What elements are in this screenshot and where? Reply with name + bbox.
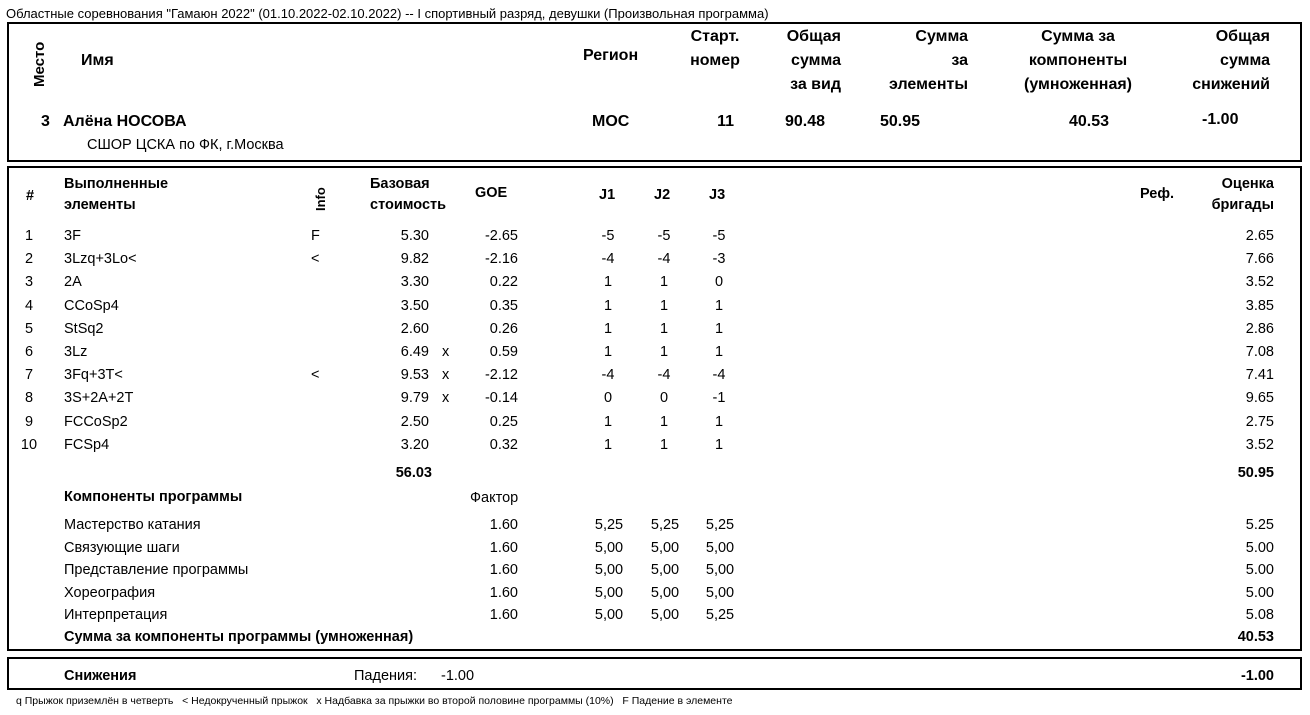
components-label-line1: Сумма за xyxy=(1041,28,1115,45)
col-ref-header: Реф. xyxy=(1140,186,1175,202)
region-label: Регион xyxy=(583,47,639,64)
element-base: 3.30 xyxy=(400,274,429,291)
skater-components-score: 40.53 xyxy=(1069,113,1110,130)
factor-label: Фактор xyxy=(470,490,519,506)
components-total: 40.53 xyxy=(1237,629,1274,645)
element-goe: 0.25 xyxy=(489,413,518,430)
component-factor: 1.60 xyxy=(489,584,518,601)
col-base-header xyxy=(370,174,446,216)
deductions-label xyxy=(1170,25,1270,97)
element-j1: -4 xyxy=(601,367,615,384)
falls-value: -1.00 xyxy=(441,668,475,684)
components-label: Компоненты программы xyxy=(64,489,243,505)
element-j3: -1 xyxy=(712,390,726,407)
element-bonus-mark: x xyxy=(442,344,450,360)
element-name: StSq2 xyxy=(64,320,104,337)
col-j2-header: J2 xyxy=(654,187,671,203)
component-j2: 5,00 xyxy=(650,562,680,578)
element-num: 1 xyxy=(24,228,34,244)
element-j1: 0 xyxy=(603,390,613,407)
element-name: 3Lzq+3Lo< xyxy=(64,251,137,268)
skater-place: 3 xyxy=(41,113,50,130)
component-j3: 5,00 xyxy=(705,539,735,556)
element-info: F xyxy=(311,228,320,244)
component-j2: 5,00 xyxy=(650,607,680,623)
component-j3: 5,00 xyxy=(705,584,735,601)
skater-club: СШОР ЦСКА по ФК, г.Москва xyxy=(87,137,284,153)
element-j1: 1 xyxy=(603,274,613,291)
element-j2: -5 xyxy=(657,228,671,244)
panel-line2: бригады xyxy=(1211,197,1274,213)
total-label-line3: за вид xyxy=(790,76,841,93)
col-info-header: Info xyxy=(313,187,328,211)
skater-start-number: 11 xyxy=(717,113,734,130)
component-name: Связующие шаги xyxy=(64,539,180,556)
element-j3: -3 xyxy=(712,251,726,268)
element-base: 5.30 xyxy=(400,228,429,244)
element-name: 3Lz xyxy=(64,344,88,360)
element-info: < xyxy=(311,251,320,268)
element-goe: -2.65 xyxy=(484,228,518,244)
elements-label-line2: за xyxy=(951,52,968,69)
component-j2: 5,25 xyxy=(650,517,680,533)
element-base: 9.79 xyxy=(400,390,429,407)
element-j3: 1 xyxy=(714,344,724,360)
component-j2: 5,00 xyxy=(650,584,680,601)
element-j3: 1 xyxy=(714,320,724,337)
deductions-label-line2: сумма xyxy=(1220,52,1270,69)
element-j1: -5 xyxy=(601,228,615,244)
element-num: 7 xyxy=(24,367,34,384)
elements-label-line1: Сумма xyxy=(915,28,968,45)
element-j2: 1 xyxy=(659,274,669,291)
skater-name: Алёна НОСОВА xyxy=(63,113,187,130)
element-score: 3.52 xyxy=(1245,274,1274,291)
skater-region: MOC xyxy=(592,113,630,130)
element-j2: 1 xyxy=(659,413,669,430)
base-line2: стоимость xyxy=(370,197,447,213)
element-j1: -4 xyxy=(601,251,615,268)
component-name: Мастерство катания xyxy=(64,517,201,533)
element-num: 8 xyxy=(24,390,34,407)
component-j1: 5,00 xyxy=(594,539,624,556)
component-factor: 1.60 xyxy=(489,607,518,623)
element-j3: 1 xyxy=(714,436,724,453)
element-j2: 1 xyxy=(659,344,669,360)
falls-label: Падения: xyxy=(354,668,417,684)
element-base: 9.82 xyxy=(400,251,429,268)
component-score: 5.00 xyxy=(1245,584,1274,601)
element-name: 3Fq+3T< xyxy=(64,367,123,384)
element-num: 2 xyxy=(24,251,34,268)
executed-line2: элементы xyxy=(64,197,136,213)
element-j1: 1 xyxy=(603,320,613,337)
total-score-label xyxy=(760,25,841,97)
element-goe: 0.26 xyxy=(489,320,518,337)
start-label-line2: номер xyxy=(690,52,740,69)
component-j1: 5,00 xyxy=(594,607,624,623)
component-factor: 1.60 xyxy=(489,517,518,533)
element-num: 9 xyxy=(24,413,34,430)
element-j2: -4 xyxy=(657,367,671,384)
element-goe: 0.59 xyxy=(489,344,518,360)
element-base: 9.53 xyxy=(400,367,429,384)
element-base: 3.50 xyxy=(400,297,429,314)
component-j1: 5,00 xyxy=(594,562,624,578)
name-label: Имя xyxy=(81,52,114,69)
element-j1: 1 xyxy=(603,344,613,360)
component-j2: 5,00 xyxy=(650,539,680,556)
component-name: Представление программы xyxy=(64,562,249,578)
element-score: 3.85 xyxy=(1245,297,1274,314)
col-panel-header xyxy=(1190,174,1274,216)
deductions-row-label: Снижения xyxy=(64,668,137,684)
element-goe: -2.16 xyxy=(484,251,518,268)
components-label-line3: (умноженная) xyxy=(1024,76,1132,93)
element-goe: 0.32 xyxy=(489,436,518,453)
base-line1: Базовая xyxy=(370,176,430,192)
element-j1: 1 xyxy=(603,436,613,453)
col-num-header: # xyxy=(26,188,35,204)
element-j1: 1 xyxy=(603,413,613,430)
legend: q Прыжок приземлён в четверть < Недокрученный прыжок x Надбавка за прыжки во второй половине программы (10%) F Падение в элементе xyxy=(16,695,733,707)
total-label-line1: Общая xyxy=(786,28,841,45)
deductions-label-line1: Общая xyxy=(1215,28,1270,45)
element-j3: 1 xyxy=(714,413,724,430)
component-name: Хореография xyxy=(64,584,156,601)
element-num: 6 xyxy=(24,344,34,360)
component-score: 5.00 xyxy=(1245,539,1274,556)
col-j3-header: J3 xyxy=(709,187,726,203)
component-j3: 5,25 xyxy=(705,517,735,533)
element-j2: -4 xyxy=(657,251,671,268)
element-score: 2.86 xyxy=(1245,320,1274,337)
skater-elements-score: 50.95 xyxy=(880,113,921,130)
element-j1: 1 xyxy=(603,297,613,314)
component-j3: 5,00 xyxy=(705,562,735,578)
element-bonus-mark: x xyxy=(442,367,450,384)
element-goe: -0.14 xyxy=(484,390,518,407)
deductions-label-line3: снижений xyxy=(1192,76,1270,93)
element-j2: 1 xyxy=(659,436,669,453)
deductions-total: -1.00 xyxy=(1240,668,1274,684)
col-j1-header: J1 xyxy=(599,187,616,203)
element-score: 2.75 xyxy=(1245,413,1274,430)
component-score: 5.08 xyxy=(1245,607,1274,623)
element-j3: -4 xyxy=(712,367,726,384)
element-name: 3F xyxy=(64,228,81,244)
element-base: 6.49 xyxy=(400,344,429,360)
executed-line1: Выполненные xyxy=(64,176,169,192)
component-j3: 5,25 xyxy=(705,607,735,623)
element-j2: 1 xyxy=(659,320,669,337)
element-score: 2.65 xyxy=(1245,228,1274,244)
skater-total-score: 90.48 xyxy=(785,113,826,130)
col-executed-header xyxy=(64,174,168,216)
component-factor: 1.60 xyxy=(489,562,518,578)
element-info: < xyxy=(311,367,320,384)
element-score: 3.52 xyxy=(1245,436,1274,453)
elements-label-line3: элементы xyxy=(889,76,968,93)
element-name: CCoSp4 xyxy=(64,297,119,314)
element-goe: 0.35 xyxy=(489,297,518,314)
skater-deductions: -1.00 xyxy=(1202,111,1239,128)
components-total-label: Сумма за компоненты программы (умноженная) xyxy=(64,629,414,645)
element-base: 2.50 xyxy=(400,413,429,430)
start-number-label xyxy=(676,25,754,73)
element-num: 4 xyxy=(24,297,34,314)
element-j3: 0 xyxy=(714,274,724,291)
component-factor: 1.60 xyxy=(489,539,518,556)
element-num: 3 xyxy=(24,274,34,291)
element-score: 9.65 xyxy=(1245,390,1274,407)
element-name: 3S+2A+2T xyxy=(64,390,134,407)
element-num: 5 xyxy=(24,320,34,337)
element-num: 10 xyxy=(20,436,38,453)
element-base: 2.60 xyxy=(400,320,429,337)
component-score: 5.25 xyxy=(1245,517,1274,533)
panel-line1: Оценка xyxy=(1221,176,1274,192)
element-bonus-mark: x xyxy=(442,390,450,407)
competition-title: Областные соревнования "Гамаюн 2022" (01.10.2022-02.10.2022) -- I спортивный разряд, девушки (Произвольная программа) xyxy=(6,6,769,21)
element-base: 3.20 xyxy=(400,436,429,453)
col-goe-header: GOE xyxy=(475,185,508,201)
element-score: 7.66 xyxy=(1245,251,1274,268)
elements-total-score: 50.95 xyxy=(1237,465,1274,481)
component-score: 5.00 xyxy=(1245,562,1274,578)
element-name: FCSp4 xyxy=(64,436,110,453)
element-j2: 0 xyxy=(659,390,669,407)
element-name: FCCoSp2 xyxy=(64,413,128,430)
component-j1: 5,00 xyxy=(594,584,624,601)
element-score: 7.08 xyxy=(1245,344,1274,360)
total-label-line2: сумма xyxy=(791,52,841,69)
element-goe: -2.12 xyxy=(484,367,518,384)
components-score-label xyxy=(1008,25,1148,97)
deductions-box xyxy=(7,657,1302,690)
elements-score-label xyxy=(868,25,968,97)
place-label: Место xyxy=(31,41,48,87)
element-name: 2A xyxy=(64,274,82,291)
element-j2: 1 xyxy=(659,297,669,314)
element-goe: 0.22 xyxy=(489,274,518,291)
component-name: Интерпретация xyxy=(64,607,168,623)
element-j3: -5 xyxy=(712,228,726,244)
element-score: 7.41 xyxy=(1245,367,1274,384)
start-label-line1: Старт. xyxy=(690,28,740,45)
element-j3: 1 xyxy=(714,297,724,314)
elements-total-base: 56.03 xyxy=(395,465,432,481)
component-j1: 5,25 xyxy=(594,517,624,533)
components-label-line2: компоненты xyxy=(1028,52,1128,69)
